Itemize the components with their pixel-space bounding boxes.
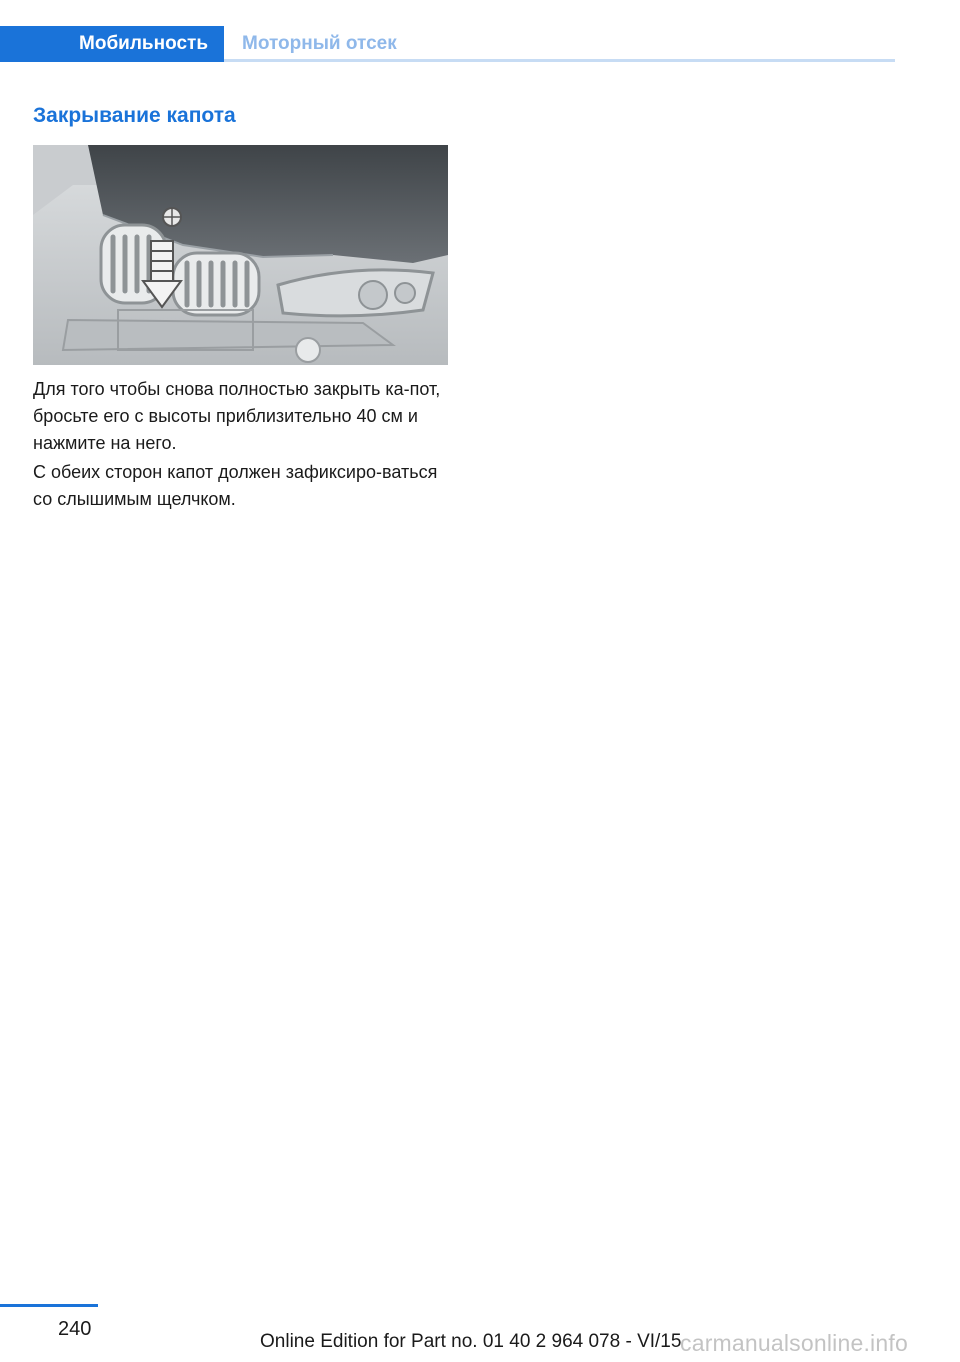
car-front-illustration — [33, 145, 448, 365]
hood-closing-illustration — [33, 145, 448, 365]
edition-line: Online Edition for Part no. 01 40 2 964 078 - VI/15 — [260, 1331, 682, 1352]
page-number: 240 — [58, 1318, 92, 1340]
page-header — [0, 0, 960, 62]
tab-engine-compartment[interactable]: Моторный отсек — [242, 33, 397, 54]
section-title: Закрывание капота — [33, 104, 236, 127]
watermark: carmanualsonline.info — [680, 1330, 908, 1356]
footer-divider — [0, 1304, 98, 1307]
paragraph-latch-click: С обеих сторон капот должен зафиксиро-ваться со слышимым щелчком. — [33, 462, 438, 509]
tab-mobility[interactable]: Мобильность — [0, 26, 224, 62]
paragraph-closing-instructions: Для того чтобы снова полностью закрыть ка-пот, бросьте его с высоты приблизительно 40 см и нажмите на него. — [33, 379, 441, 453]
header-divider — [224, 59, 895, 62]
